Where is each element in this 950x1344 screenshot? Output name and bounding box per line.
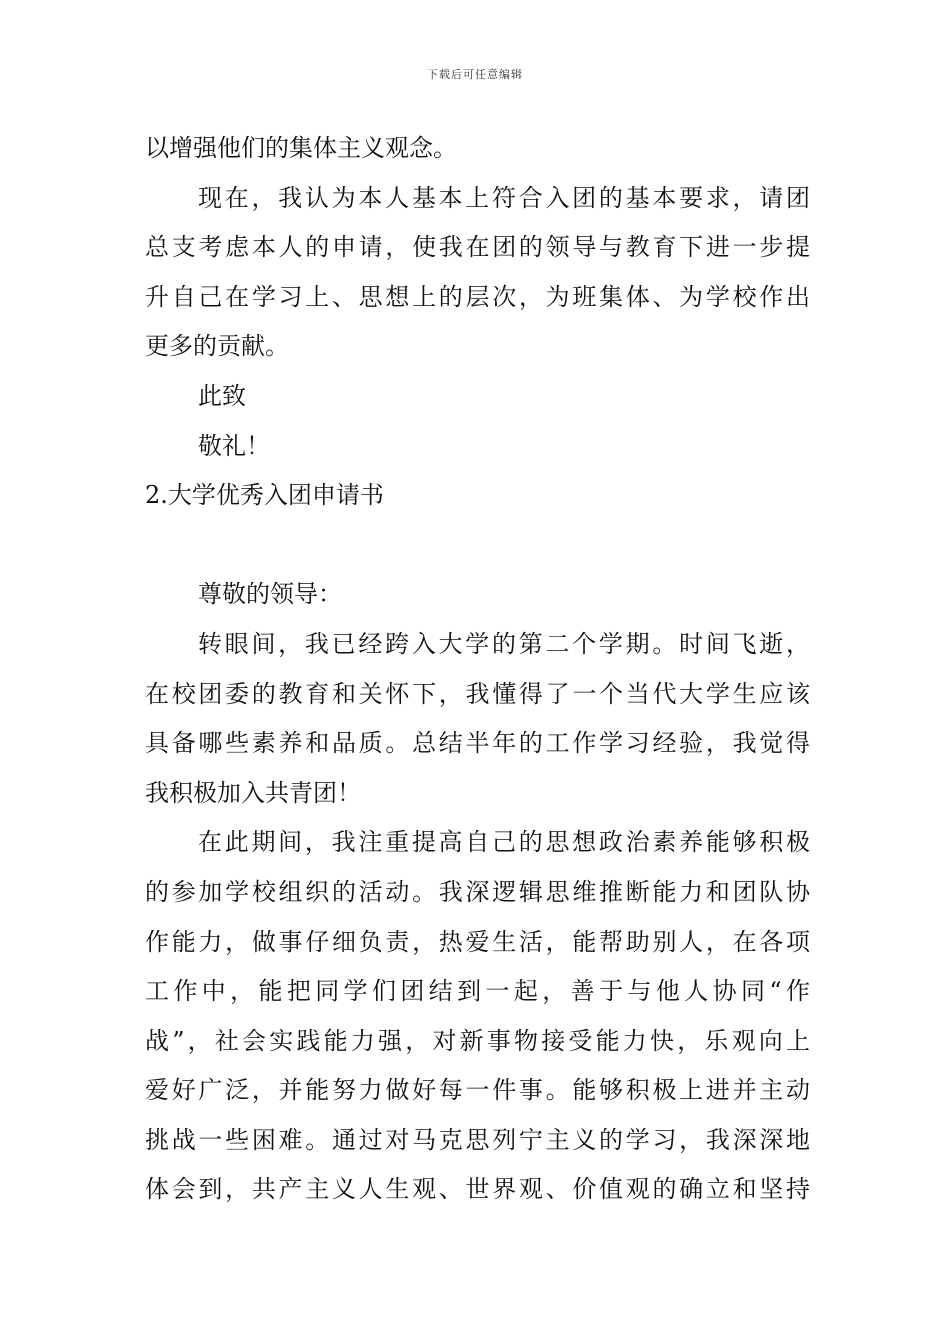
section-heading: 2.大学优秀入团申请书	[145, 481, 384, 510]
text-line: 战”，社会实践能力强，对新事物接受能力快，乐观向上	[145, 1026, 810, 1055]
text-line: 以增强他们的集体主义观念。	[145, 134, 457, 162]
text-line: 作能力，做事仔细负责，热爱生活，能帮助别人，在各项	[145, 927, 810, 956]
text-line: 体会到，共产主义人生观、世界观、价值观的确立和坚持	[145, 1175, 810, 1204]
text-line: 转眼间，我已经跨入大学的第二个学期。时间飞逝，	[198, 629, 810, 658]
text-line: 具备哪些素养和品质。总结半年的工作学习经验，我觉得	[145, 729, 810, 758]
text-line: 现在，我认为本人基本上符合入团的基本要求，请团	[198, 183, 810, 212]
text-line: 敬礼！	[198, 431, 270, 460]
text-line: 升自己在学习上、思想上的层次，为班集体、为学校作出	[145, 282, 810, 311]
text-line: 工作中，能把同学们团结到一起，善于与他人协同“作	[145, 977, 810, 1006]
document-body	[145, 124, 810, 1215]
blank-line	[145, 521, 810, 571]
text-line: 此致	[198, 381, 246, 410]
text-line: 更多的贡献。	[145, 332, 289, 361]
text-line: 总支考虑本人的申请，使我在团的领导与教育下进一步提	[145, 233, 810, 262]
text-line: 的参加学校组织的活动。我深逻辑思维推断能力和团队协	[145, 877, 810, 906]
salutation: 尊敬的领导：	[198, 580, 342, 609]
page-header: 下载后可任意编辑	[427, 68, 523, 81]
text-line: 在此期间，我注重提高自己的思想政治素养能够积极	[198, 828, 810, 857]
text-line: 爱好广泛，并能努力做好每一件事。能够积极上进并主动	[145, 1076, 810, 1105]
text-line: 挑战一些困难。通过对马克思列宁主义的学习，我深深地	[145, 1125, 810, 1154]
text-line: 我积极加入共青团！	[145, 778, 361, 807]
text-line: 在校团委的教育和关怀下，我懂得了一个当代大学生应该	[145, 679, 810, 708]
